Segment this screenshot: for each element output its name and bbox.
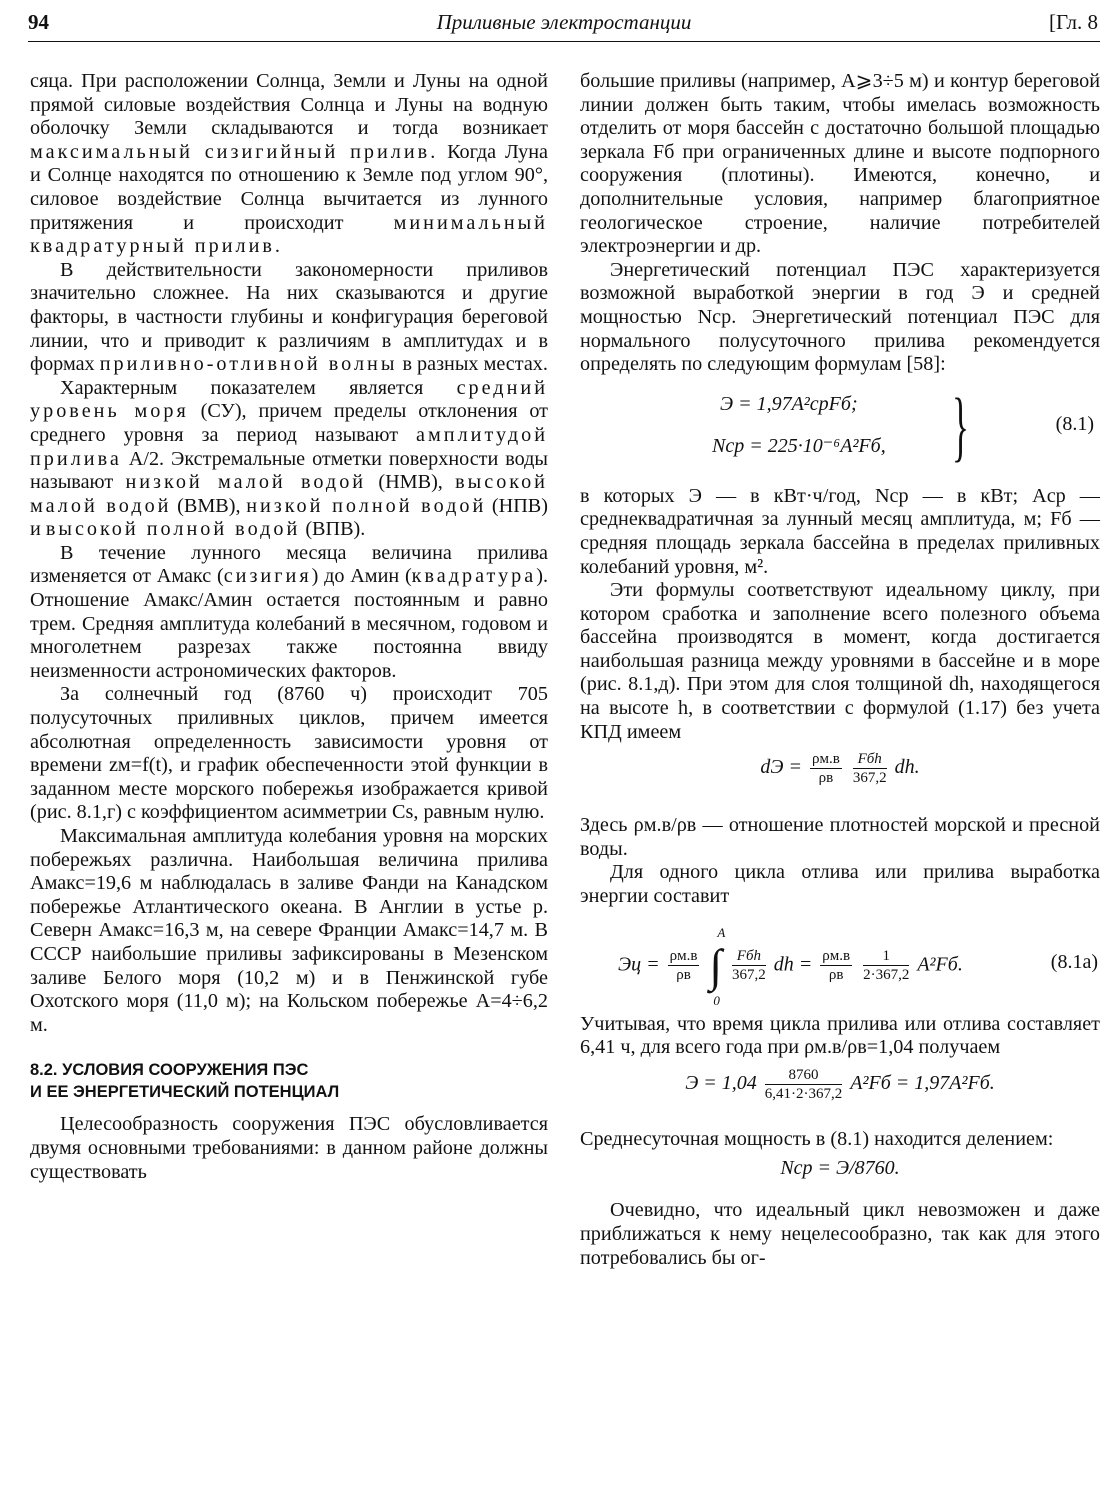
- paragraph: Энергетический потенциал ПЭС характеризуется возможной выработкой энергии в год Э и средней мощностью Nср. Энергетический потенциал ПЭС для нормального полусуточного прилива рекомендуется определять по следующим формулам [58]:: [580, 258, 1100, 376]
- page-header: [28, 6, 1100, 36]
- page-number: 94: [28, 10, 49, 34]
- paragraph: Для одного цикла отлива или прилива выработка энергии составит: [580, 861, 1100, 908]
- chapter-label: [Гл. 8: [1048, 10, 1098, 34]
- running-title: Приливные электростанции: [436, 10, 692, 34]
- paragraph: Целесообразность сооружения ПЭС обусловливается двумя основными требованиями: в данном районе должны существовать: [30, 1113, 548, 1183]
- curly-brace: }: [952, 381, 969, 469]
- paragraph: сяца. При расположении Солнца, Земли и Луны на одной прямой силовые воздействия Солнца и Луны на водную оболочку Земли складываются и тогда возникает максимальный сизигийный прилив. Когда Луна и Солнце находятся по отношению к Земле под углом 90°, силовое воздействие Солнца вычитается из лунного притяжения и происходит минимальный квадратурный прилив.: [30, 70, 548, 258]
- formula-8-1: Э = 1,97A²срFб; Nср = 225·10⁻⁶A²Fб, } (8.1): [712, 381, 1094, 469]
- paragraph: Характерным показателем является средний уровень моря (СУ), причем пределы отклонения от среднего уровня за период называют амплитудой прилива A/2. Экстремальные отметки поверхности воды называют низкой малой водой (НМВ), высокой малой водой (ВМВ), низкой полной водой (НПВ) и высокой полной водой (ВПВ).: [30, 376, 548, 541]
- paragraph: В действительности закономерности приливов значительно сложнее. На них сказываются и другие факторы, в частности глубины и конфигурация береговой линии, что и приводит к различиям в амплитудах и в формах приливно-отливной волны в разных местах.: [30, 258, 548, 376]
- paragraph: Очевидно, что идеальный цикл невозможен и даже приближаться к нему нецелесообразно, так как для этого потребовались бы ог-: [580, 1199, 1100, 1269]
- paragraph: большие приливы (например, A⩾3÷5 м) и контур береговой линии должен быть таким, чтобы имелась возможность отделить от моря бассейн с достаточно большой площадью зеркала Fб при ограниченных длине и высоте подпорного сооружения (плотины). Имеются, конечно, и дополнительные условия, например благоприятное геологическое строение, наличие потребителей электроэнергии и др.: [580, 70, 1100, 258]
- formula-8-1a: Эц = $\frac{\rho м.в}{\rho в}$ A ∫ 0 $\frac{\text{Fбh}}{367,2}$ dh = $\frac{\rho м.в}{\rho в}$ $\frac{1}{2\cdot 367,2}$ A²Fб. (8.1а): [618, 924, 1098, 1008]
- paragraph: в которых Э — в кВт·ч/год, Nср — в кВт; Aср — среднеквадратичная за лунный месяц амплитуда, м; Fб — средняя площадь зеркала бассейна в пределах приливных колебаний уровня, м².: [580, 484, 1100, 578]
- paragraph: Максимальная амплитуда колебания уровня на морских побережьях различна. Наибольшая величина прилива Aмакс=19,6 м наблюдалась в заливе Фанди на Канадском побережье Атлантического океана. В Англии в устье р. Северн Aмакс=16,3 м, на севере Франции Aмакс=14,7 м. В СССР наибольшие приливы зафиксированы в Мезенском заливе Белого моря (10,2 м) и в Пенжинской губе Охотского моря (11,0 м); на Кольском побережье A=4÷6,2 м.: [30, 825, 548, 1036]
- section-heading: 8.2. УСЛОВИЯ СООРУЖЕНИЯ ПЭС И ЕЕ ЭНЕРГЕТИЧЕСКИЙ ПОТЕНЦИАЛ: [30, 1061, 340, 1102]
- paragraph: Учитывая, что время цикла прилива или отлива составляет 6,41 ч, для всего года при ρм.в/ρв=1,04 получаем: [580, 1012, 1100, 1059]
- right-column: [580, 70, 1100, 1270]
- integral-sign: ∫: [709, 939, 723, 991]
- formula-E: Э = 1,04 $\frac{8760}{6,41\cdot 2\cdot 367,2}$ A²Fб = 1,97A²Fб.: [685, 1066, 995, 1102]
- paragraph: Здесь ρм.в/ρв — отношение плотностей морской и пресной воды.: [580, 814, 1100, 860]
- paragraph: В течение лунного месяца величина прилива изменяется от Aмакс (сизигия) до Aмин (квадратура). Отношение Aмакс/Aмин остается постоянным и равно трем. Средняя амплитуда колебаний в месячном, годовом и многолетнем разрезах также постоянна ввиду неизменности астрономических факторов.: [30, 541, 548, 682]
- formula-N-avg: Nср = Э/8760.: [780, 1157, 900, 1180]
- header-rule: [28, 41, 1100, 42]
- formula-dE: dЭ = $\frac{\rho м.в}{\rho в}$ $\frac{\text{Fбh}}{367,2}$ dh.: [760, 751, 920, 787]
- paragraph: За солнечный год (8760 ч) происходит 705 полусуточных приливных циклов, причем имеется абсолютная определенность зависимости уровня от времени zм=f(t), и график обеспеченности этой функции в заданном месте морского побережья изображается кривой (рис. 8.1,г) с коэффициентом асимметрии Cs, равным нулю.: [30, 683, 548, 824]
- left-column: [30, 70, 548, 1184]
- paragraph: Среднесуточная мощность в (8.1) находится делением:: [580, 1127, 1054, 1150]
- paragraph: Эти формулы соответствуют идеальному циклу, при котором сработка и заполнение всего полезного объема бассейна производятся в момент, когда достигается наибольшая разница между уровнями в бассейне и в море (рис. 8.1,д). При этом для слоя толщиной dh, находящегося на высоте h, в соответствии с формулой (1.17) без учета КПД имеем: [580, 579, 1100, 743]
